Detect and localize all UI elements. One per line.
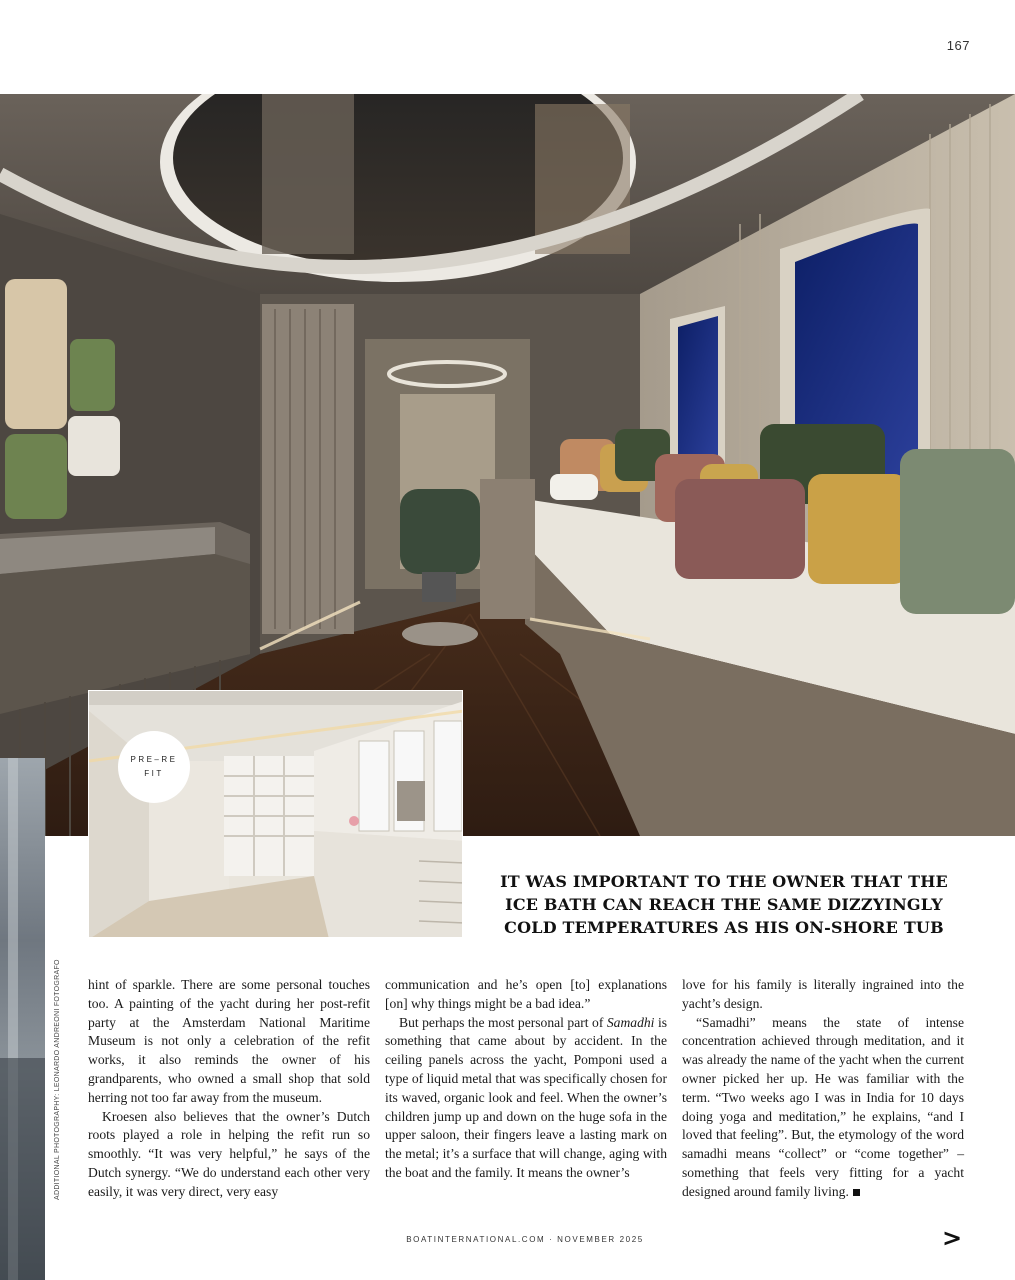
body-paragraph — [682, 1014, 964, 1202]
page-number: 167 — [946, 38, 970, 53]
body-column-1 — [88, 976, 370, 1202]
next-page-arrow-icon[interactable]: > — [942, 1224, 963, 1252]
text-run: But perhaps the most personal part of — [399, 1014, 607, 1030]
body-paragraph: love for his family is literally ingrained into the yacht’s design. — [682, 977, 964, 1011]
body-paragraph — [385, 1014, 667, 1183]
adjacent-photo-strip — [0, 758, 45, 1280]
body-paragraph: hint of sparkle. There are some personal touches too. A painting of the yacht during her post-refit party at the Amsterdam National Maritime Museum is not only a celebration of the refit works, it also reminds the owner of his grandparents, who owned a small shop that sold herring not too far away from the museum. — [88, 977, 370, 1105]
pre-refit-badge-label: PRE–REFIT — [130, 755, 178, 778]
text-run: is something that came about by accident. In the ceiling panels across the yacht, Pomponi used a type of liquid metal that was specifically chosen for its waved, organic look and feel. When the owner’s children jump up and down on the huge sofa in the upper saloon, their fingers leave a lasting mark on the metal; it’s a surface that will change, aging with the boat and the family. It means the owner’s — [385, 1014, 668, 1180]
footer-url: BOATINTERNATIONAL.COM · NOVEMBER 2025 — [406, 1235, 644, 1244]
pre-refit-badge — [118, 731, 190, 803]
photo-credit: ADDITIONAL PHOTOGRAPHY: LEONARDO ANDREONI FOTOGRAFO — [54, 959, 61, 1200]
body-column-2 — [385, 976, 667, 1183]
strip-illustration — [0, 758, 45, 1280]
body-paragraph: communication and he’s open [to] explanations [on] why things might be a bad idea.” — [385, 977, 667, 1011]
body-column-3 — [682, 976, 964, 1202]
yacht-name: Samadhi — [606, 1014, 655, 1030]
body-paragraph: Kroesen also believes that the owner’s Dutch roots played a role in helping the refit run so smoothly. “It was very helpful,” he says of the Dutch synergy. “We do understand each other very easily, it was very direct, very easy — [88, 1108, 370, 1199]
end-mark-icon — [853, 1189, 860, 1196]
pre-refit-photo — [88, 690, 463, 938]
pre-refit-illustration — [89, 691, 463, 938]
text-run: “Samadhi” means the state of intense concentration achieved through meditation, and it was already the name of the yacht when the current owner picked her up. He was familiar with the term. “Two weeks ago I was in India for 10 days doing yoga and meditation,” he explains, “and I loved that feeling”. But, the etymology of the word samadhi means “collect” or “come together” – something that feels very fitting for a yacht designed around family living. — [682, 1014, 964, 1199]
pull-quote: IT WAS IMPORTANT TO THE OWNER THAT THE ICE BATH CAN REACH THE SAME DIZZYINGLY COLD TEMPERATURES AS HIS ON-SHORE TUB — [500, 872, 948, 937]
